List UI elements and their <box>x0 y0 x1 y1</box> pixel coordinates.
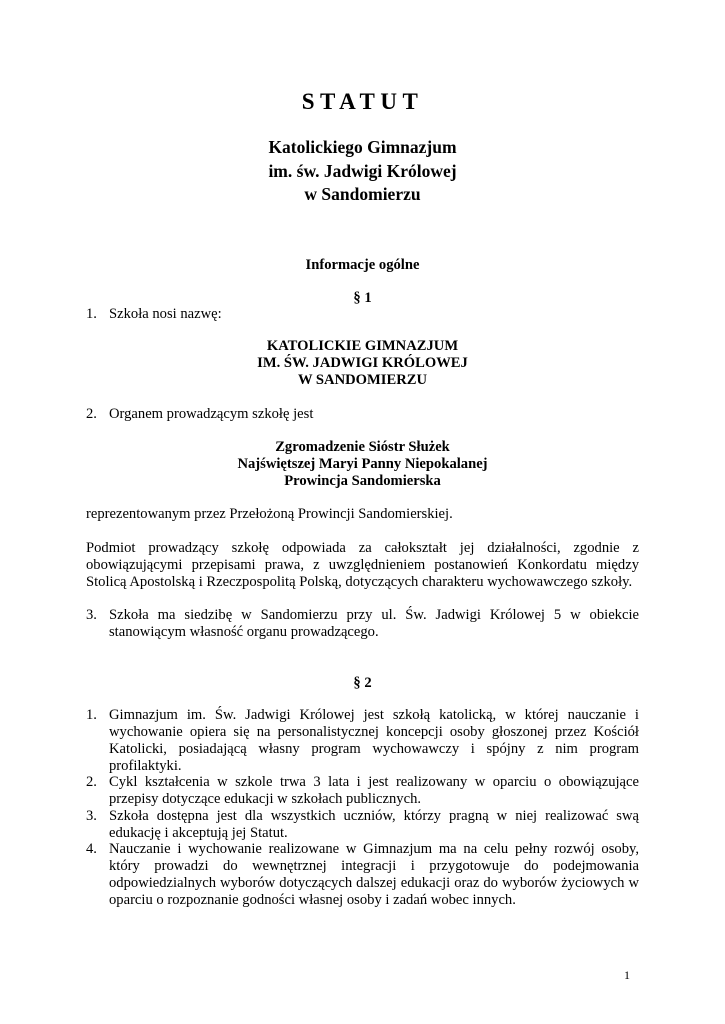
list-item <box>86 406 639 423</box>
page-number: 1 <box>624 968 630 982</box>
organ-name-line-3: Prowincja Sandomierska <box>284 473 441 489</box>
list-item-number: 1. <box>86 306 97 322</box>
school-name-line-3: W SANDOMIERZU <box>297 372 428 388</box>
section-heading: Informacje ogólne <box>305 257 420 273</box>
list-item-number: 2. <box>86 406 97 422</box>
list-item-number: 3. <box>86 808 97 824</box>
organ-name-line-1: Zgromadzenie Sióstr Służek <box>275 439 450 455</box>
list-item-text: Cykl kształcenia w szkole trwa 3 lata i jest realizowany w oparciu o obowiązujące przepisy dotyczące edukacji w szkołach publicznych. <box>109 774 639 807</box>
list-item-number: 1. <box>86 707 97 723</box>
list-item-number: 4. <box>86 841 97 857</box>
list-item-text: Szkoła ma siedzibę w Sandomierzu przy ul. Św. Jadwigi Królowej 5 w obiekcie stanowiącym własność organu prowadzącego. <box>109 607 639 640</box>
list-item <box>86 841 639 909</box>
school-name-line-2: IM. ŚW. JADWIGI KRÓLOWEJ <box>257 355 468 371</box>
list-item-text: Nauczanie i wychowanie realizowane w Gimnazjum ma na celu pełny rozwój osoby, który prowadzi do wewnętrznej integracji i przygotowuje do podejmowania odpowiedzialnych wyborów dotyczących dalszej edukacji oraz do wyborów życiowych w oparciu o rozpoznanie godności własnej osoby i zadań wobec innych. <box>109 841 639 908</box>
list-item <box>86 707 639 775</box>
organ-name-line-2: Najświętszej Maryi Panny Niepokalanej <box>237 456 488 472</box>
list-item-number: 2. <box>86 774 97 790</box>
list-item-text: Szkoła nosi nazwę: <box>109 306 222 322</box>
responsibility-paragraph: Podmiot prowadzący szkołę odpowiada za całokształt jej działalności, zgodnie z obowiązującymi przepisami prawa, z uwzględnieniem postanowień Konkordatu między Stolicą Apostolską i Rzeczpospolitą Polską, dotyczących charakteru wychowawczego szkoły. <box>86 540 639 590</box>
paragraph-1-symbol: § 1 <box>353 290 372 306</box>
list-item-text: Gimnazjum im. Św. Jadwigi Królowej jest szkołą katolicką, w której nauczanie i wychowanie opiera się na personalistycznej koncepcji osoby głoszonej przez Kościół Katolicki, posiadającą własny program wychowawczy i spójny z nim program profilaktyki. <box>109 707 639 774</box>
subtitle-line-2: im. św. Jadwigi Królowej <box>268 161 457 181</box>
represented-text: reprezentowanym przez Przełożoną Prowincji Sandomierskiej. <box>86 506 453 522</box>
list-item <box>86 774 639 808</box>
list-item-text: Szkoła dostępna jest dla wszystkich uczniów, którzy pragną w niej realizować swą edukację i akceptują jej Statut. <box>109 808 639 841</box>
list-item <box>86 306 639 323</box>
subtitle-line-3: w Sandomierzu <box>304 184 421 204</box>
paragraph-2-symbol: § 2 <box>353 675 372 691</box>
subtitle-line-1: Katolickiego Gimnazjum <box>268 137 457 157</box>
list-item <box>86 808 639 842</box>
list-item-text: Organem prowadzącym szkołę jest <box>109 406 314 422</box>
list-item-number: 3. <box>86 607 97 623</box>
school-name-line-1: KATOLICKIE GIMNAZJUM <box>266 338 459 354</box>
document-title: STATUT <box>301 89 424 114</box>
list-item <box>86 607 639 641</box>
